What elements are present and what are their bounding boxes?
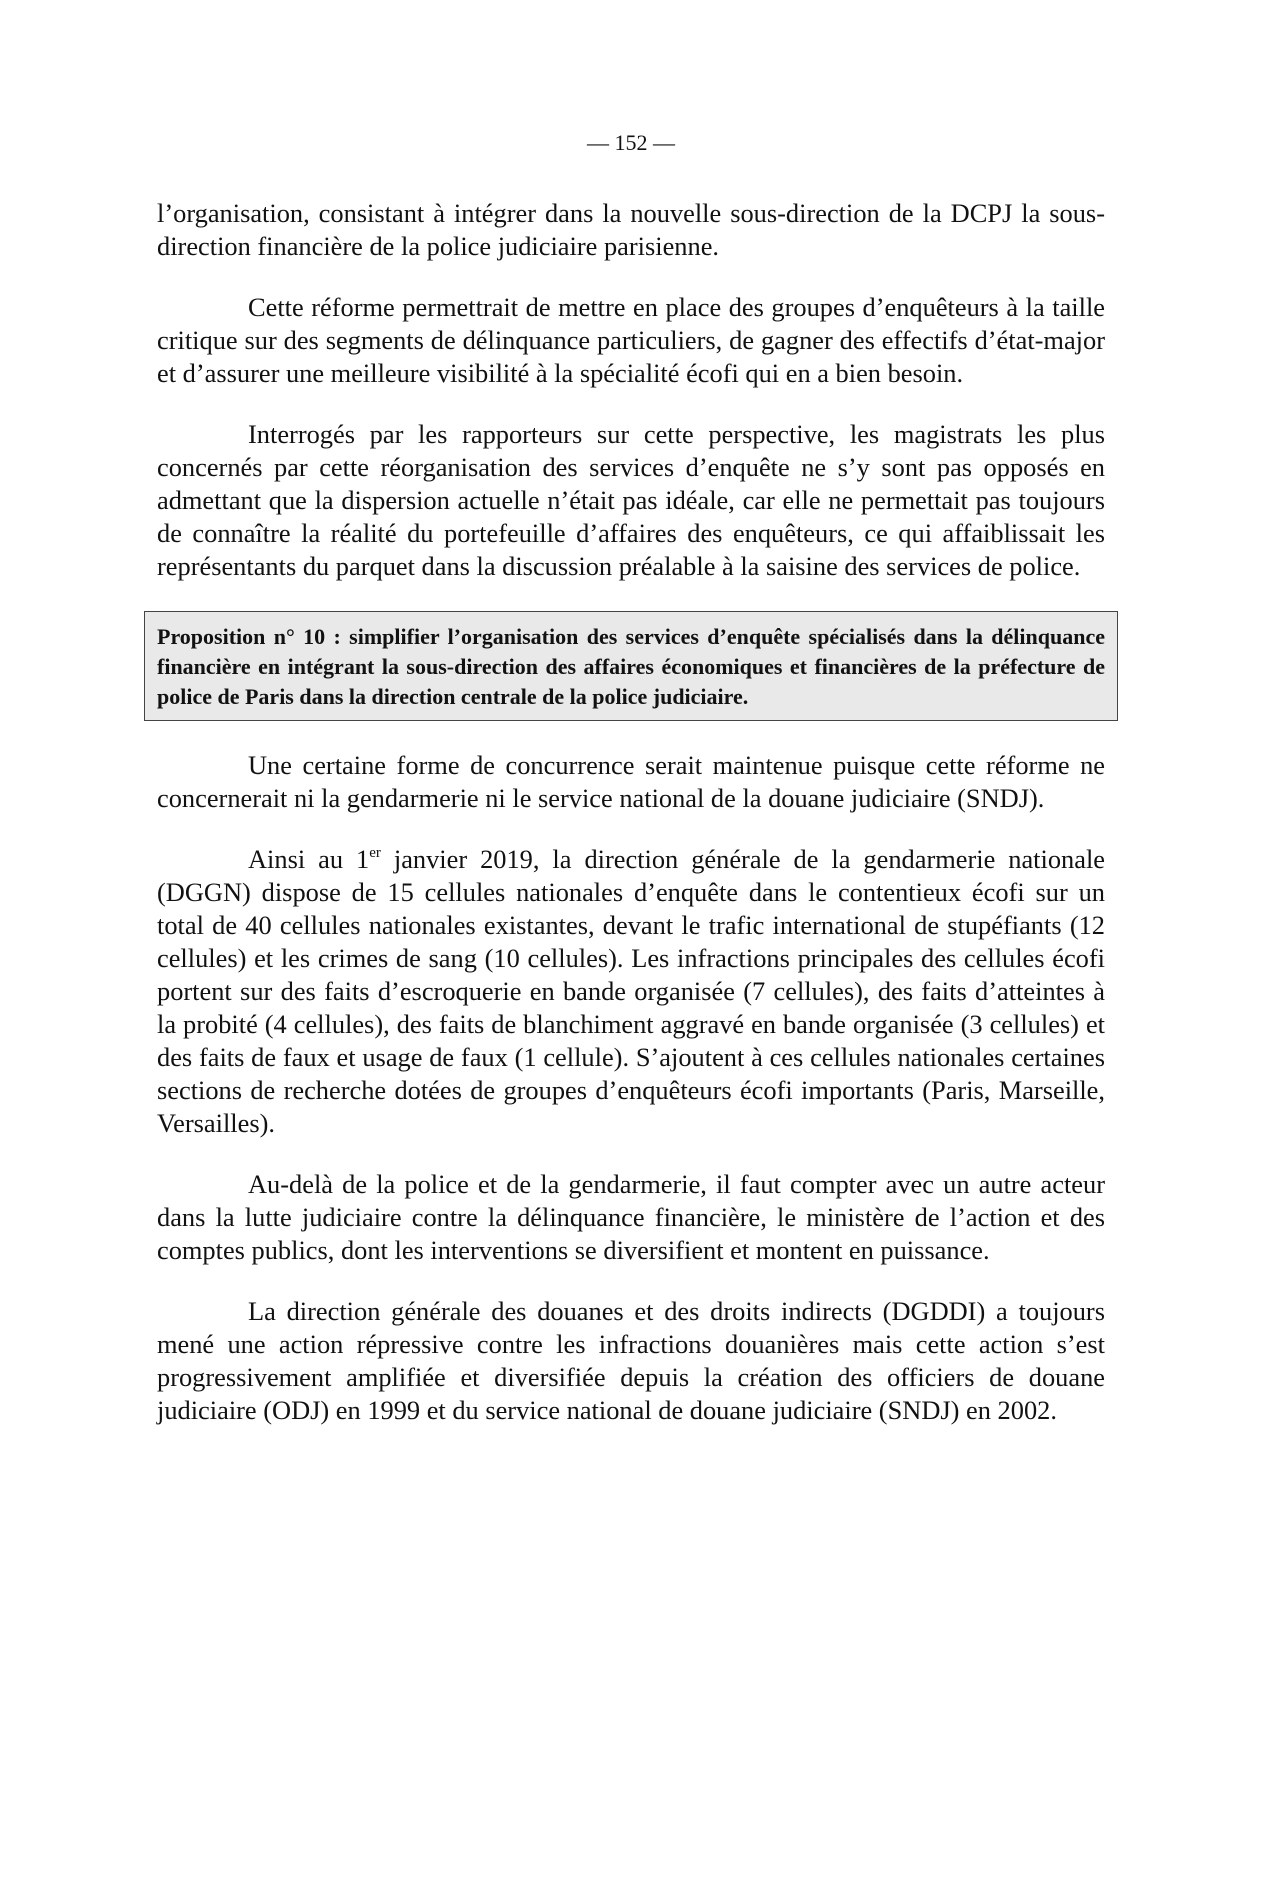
paragraph-gendarmerie-start: Ainsi au 1 <box>248 844 370 874</box>
paragraph-gendarmerie <box>157 843 1105 1140</box>
paragraph-reform: Cette réforme permettrait de mettre en place des groupes d’enquêteurs à la taille critique sur des segments de délinquance particuliers, de gagner des effectifs d’état-major et d’assurer une meilleure visibilité à la spécialité écofi qui en a bien besoin. <box>157 292 1105 388</box>
proposition-box: Proposition n° 10 : simplifier l’organisation des services d’enquête spécialisés dans la délinquance financière en intégrant la sous-direction des affaires économiques et financières de la préfecture de police de Paris dans la direction centrale de la police judiciaire. <box>144 611 1118 721</box>
paragraph-customs: La direction générale des douanes et des droits indirects (DGDDI) a toujours mené une action répressive contre les infractions douanières mais cette action s’est progressivement amplifiée et diversifiée depuis la création des officiers de douane judiciaire (ODJ) en 1999 et du service national de douane judiciaire (SNDJ) en 2002. <box>157 1296 1105 1425</box>
document-body <box>157 197 1105 1455</box>
paragraph-gendarmerie-rest: janvier 2019, la direction générale de la gendarmerie nationale (DGGN) dispose de 15 cellules nationales d’enquête dans le contentieux écofi sur un total de 40 cellules nationales existantes, devant le trafic international de stupéfiants (12 cellules) et les crimes de sang (10 cellules). Les infractions principales des cellules écofi portent sur des faits d’escroquerie en bande organisée (7 cellules), des faits d’atteintes à la probité (4 cellules), des faits de blanchiment aggravé en bande organisée (3 cellules) et des faits de faux et usage de faux (1 cellule). S’ajoutent à ces cellules nationales certaines sections de recherche dotées de groupes d’enquêteurs écofi importants (Paris, Marseille, Versailles). <box>157 844 1105 1138</box>
paragraph-competition: Une certaine forme de concurrence serait maintenue puisque cette réforme ne concernerait ni la gendarmerie ni le service national de la douane judiciaire (SNDJ). <box>157 750 1105 813</box>
ordinal-superscript: er <box>369 845 381 861</box>
paragraph-magistrates: Interrogés par les rapporteurs sur cette perspective, les magistrats les plus concernés par cette réorganisation des services d’enquête ne s’y sont pas opposés en admettant que la dispersion actuelle n’était pas idéale, car elle ne permettait pas toujours de connaître la réalité du portefeuille d’affaires des enquêteurs, ce qui affaiblissait les représentants du parquet dans la discussion préalable à la saisine des services de police. <box>157 419 1105 581</box>
page-number: — 152 — <box>587 130 675 155</box>
paragraph-continuation: l’organisation, consistant à intégrer dans la nouvelle sous-direction de la DCPJ la sous-direction financière de la police judiciaire parisienne. <box>157 198 1105 261</box>
paragraph-ministry: Au-delà de la police et de la gendarmerie, il faut compter avec un autre acteur dans la lutte judiciaire contre la délinquance financière, le ministère de l’action et des comptes publics, dont les interventions se diversifient et montent en puissance. <box>157 1169 1105 1265</box>
